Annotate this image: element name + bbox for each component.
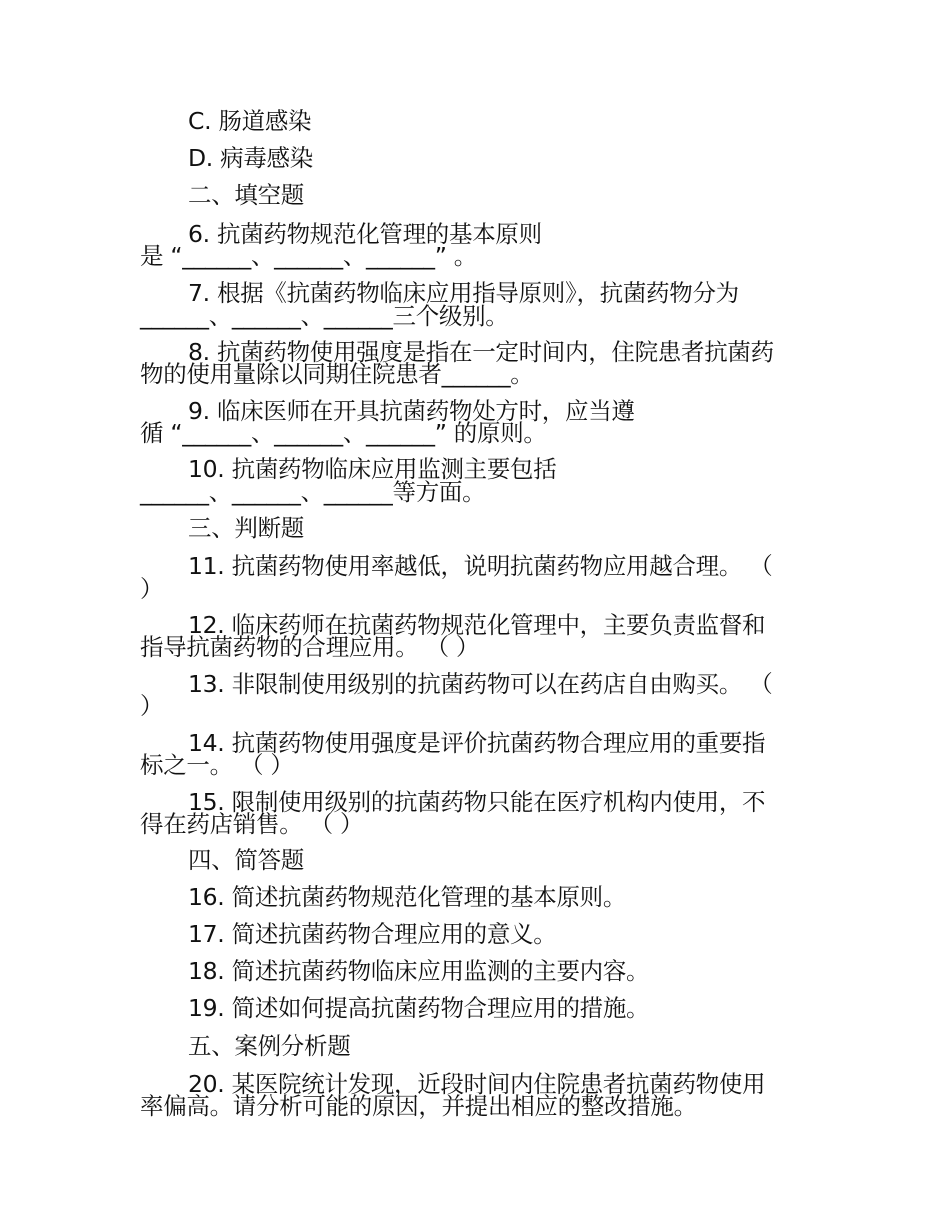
- q15-line-1: 15. 限制使用级别的抗菌药物只能在医疗机构内使用，不: [188, 788, 766, 816]
- q6-line-1: 6. 抗菌药物规范化管理的基本原则: [188, 220, 542, 248]
- q19: 19. 简述如何提高抗菌药物合理应用的措施。: [188, 994, 650, 1022]
- q14-line-2: 标之一。 （ ）: [140, 751, 294, 779]
- option-d: D. 病毒感染: [188, 144, 313, 172]
- q8-line-1: 8. 抗菌药物使用强度是指在一定时间内，住院患者抗菌药: [188, 338, 774, 366]
- q8-line-2: 物的使用量除以同期住院患者______。: [140, 360, 534, 388]
- q10-line-1: 10. 抗菌药物临床应用监测主要包括: [188, 455, 557, 483]
- section-heading-4: 四、简答题: [188, 846, 304, 874]
- q7-line-2: ______、______、______三个级别。: [140, 302, 509, 330]
- section-heading-2: 二、填空题: [188, 181, 304, 209]
- q9-line-2: 循 “______、______、______” 的原则。: [140, 419, 547, 447]
- q12-line-1: 12. 临床药师在抗菌药物规范化管理中，主要负责监督和: [188, 611, 766, 639]
- q9-line-1: 9. 临床医师在开具抗菌药物处方时，应当遵: [188, 397, 635, 425]
- q20-line-1: 20. 某医院统计发现，近段时间内住院患者抗菌药物使用: [188, 1070, 766, 1098]
- option-c: C. 肠道感染: [188, 107, 312, 135]
- q10-line-2: ______、______、______等方面。: [140, 478, 486, 506]
- q12-line-2: 指导抗菌药物的合理应用。 （ ）: [140, 633, 480, 661]
- q11-line-2: ）: [140, 575, 164, 603]
- q18: 18. 简述抗菌药物临床应用监测的主要内容。: [188, 957, 650, 985]
- q16: 16. 简述抗菌药物规范化管理的基本原则。: [188, 883, 627, 911]
- q20-line-2: 率偏高。请分析可能的原因，并提出相应的整改措施。: [140, 1092, 697, 1120]
- section-heading-5: 五、案例分析题: [188, 1032, 351, 1060]
- q15-line-2: 得在药店销售。 （ ）: [140, 810, 364, 838]
- q13-line-1: 13. 非限制使用级别的抗菌药物可以在药店自由购买。 （: [188, 670, 773, 698]
- q17: 17. 简述抗菌药物合理应用的意义。: [188, 920, 557, 948]
- q7-line-1: 7. 根据《抗菌药物临床应用指导原则》，抗菌药物分为: [188, 279, 739, 307]
- q14-line-1: 14. 抗菌药物使用强度是评价抗菌药物合理应用的重要指: [188, 729, 766, 757]
- section-heading-3: 三、判断题: [188, 514, 304, 542]
- q11-line-1: 11. 抗菌药物使用率越低，说明抗菌药物应用越合理。 （: [188, 552, 773, 580]
- q13-line-2: ）: [140, 692, 164, 720]
- q6-line-2: 是 “______、______、______” 。: [140, 242, 477, 270]
